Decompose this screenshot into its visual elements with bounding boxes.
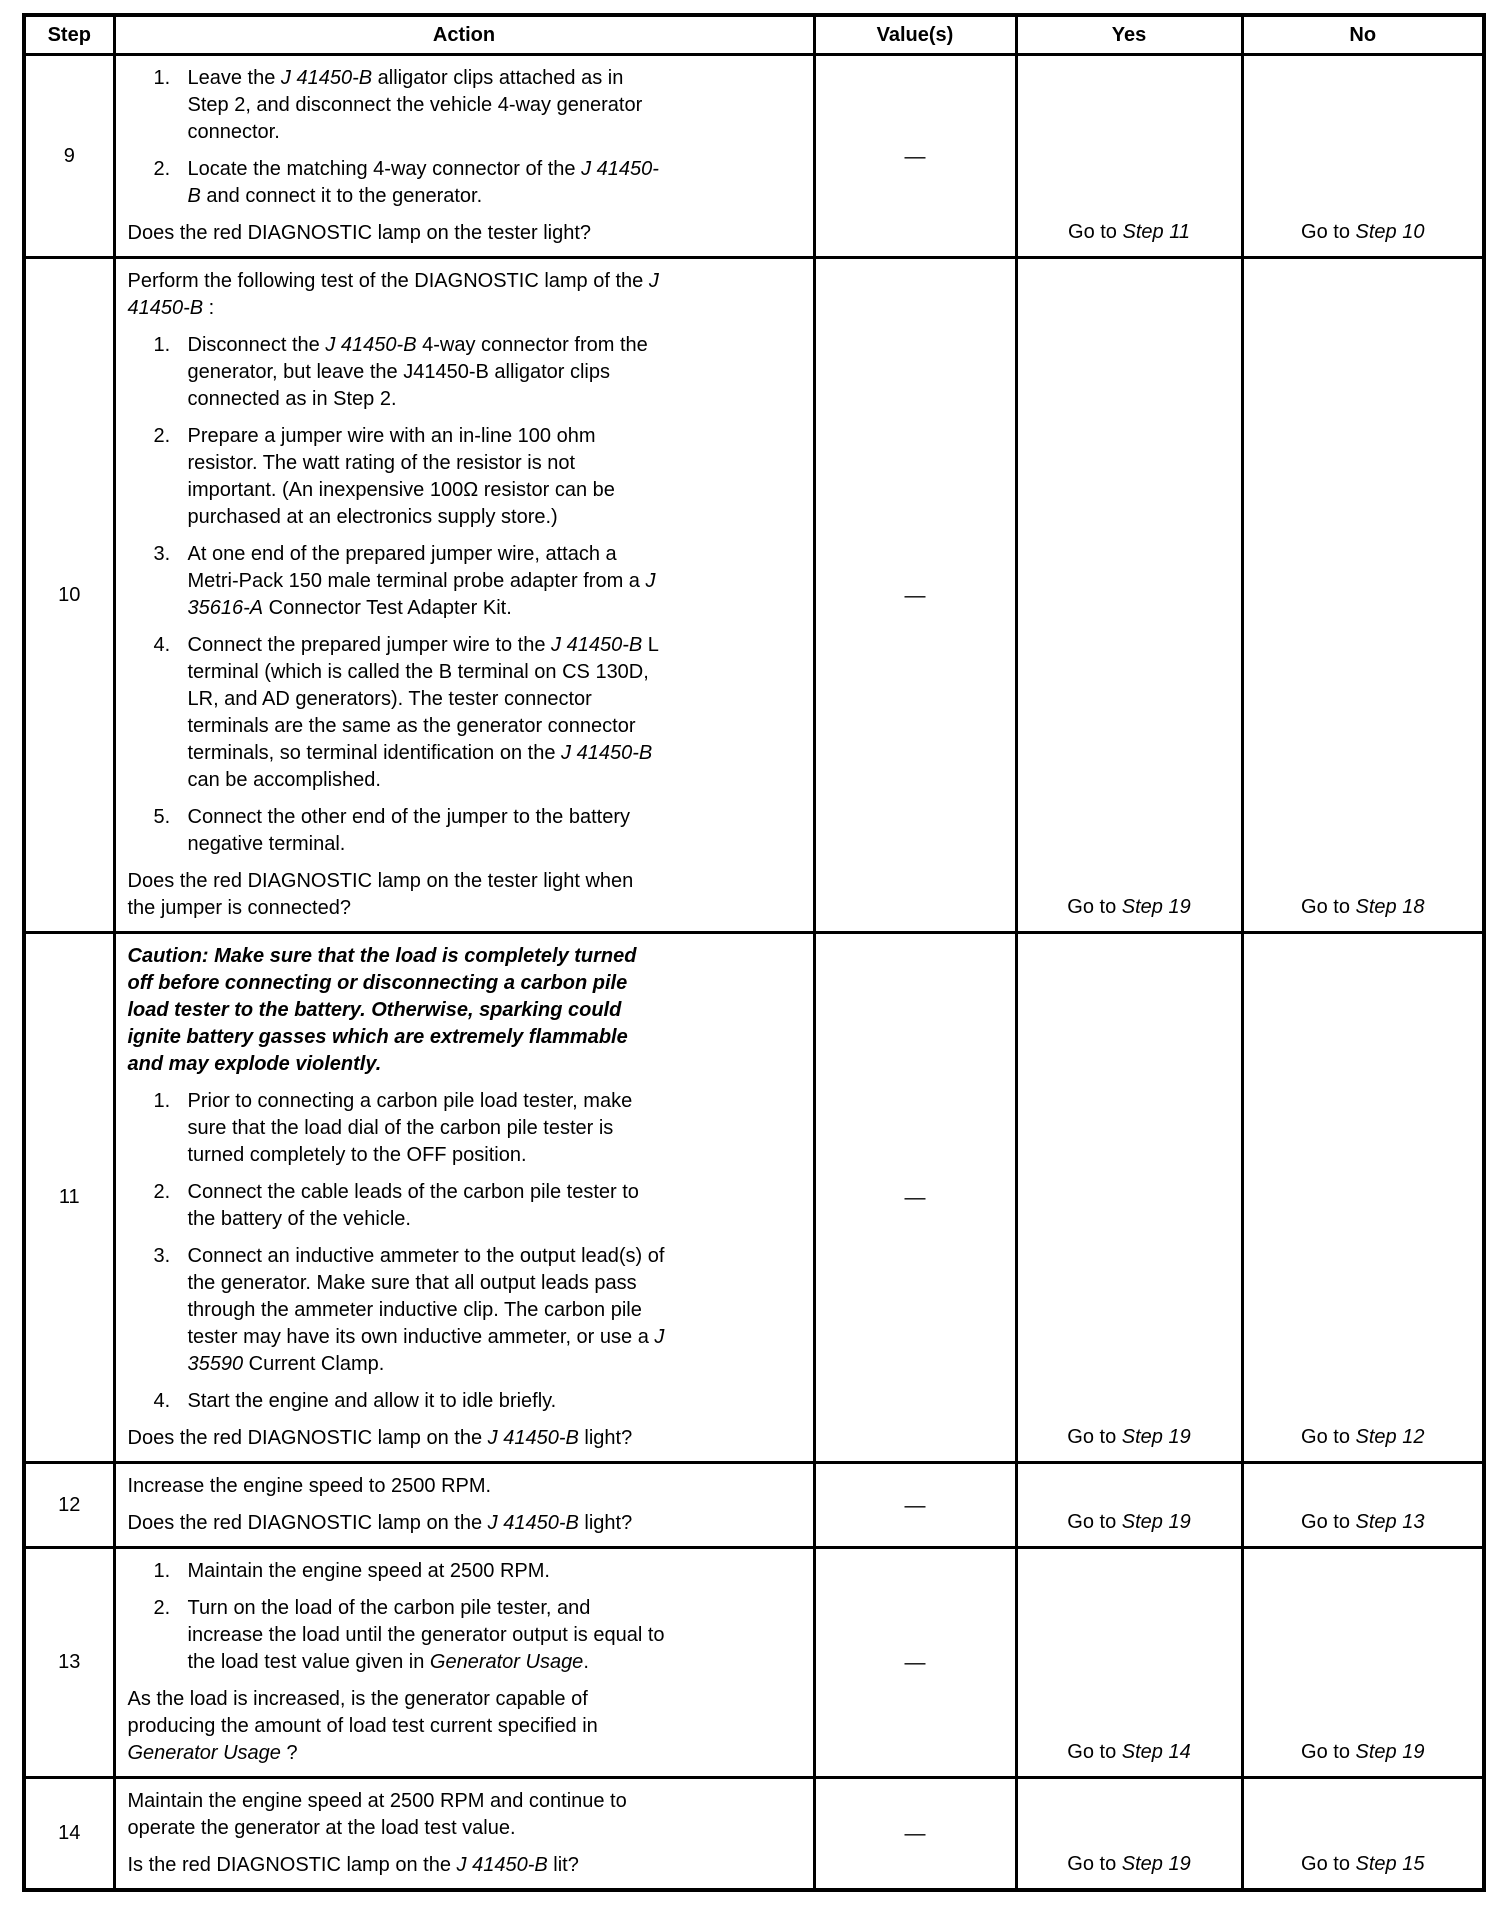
goto-text: Go to Step 19	[1067, 1426, 1191, 1448]
step-number: 9	[24, 55, 114, 258]
question-text: As the load is increased, is the generator capable of producing the amount of load test current specified in Generator Usage ?	[127, 1688, 598, 1764]
action-cell	[114, 258, 814, 933]
col-header-values: Value(s)	[814, 15, 1016, 55]
goto-text: Go to Step 11	[1068, 221, 1190, 243]
intro-text: Increase the engine speed to 2500 RPM.	[127, 1475, 492, 1497]
item-text: Connect the cable leads of the carbon pile tester to the battery of the vehicle.	[187, 1181, 639, 1230]
table-row	[24, 258, 1484, 933]
list-item	[154, 65, 665, 146]
item-text: Connect the other end of the jumper to the battery negative terminal.	[187, 806, 630, 855]
action-cell	[114, 1463, 814, 1548]
list-item	[154, 1088, 665, 1169]
col-header-no: No	[1242, 15, 1484, 55]
no-cell	[1242, 933, 1484, 1463]
yes-cell	[1016, 258, 1242, 933]
yes-cell	[1016, 1778, 1242, 1891]
item-text: At one end of the prepared jumper wire, attach a Metri-Pack 150 male terminal probe adapter from a J 35616-A Connector Test Adapter Kit.	[187, 543, 656, 619]
goto-text: Go to Step 18	[1301, 896, 1425, 918]
item-number: 5.	[153, 806, 171, 828]
value-cell: —	[814, 1778, 1016, 1891]
no-cell	[1242, 258, 1484, 933]
table-row	[24, 55, 1484, 258]
goto-text: Go to Step 13	[1301, 1511, 1425, 1533]
no-cell	[1242, 55, 1484, 258]
item-text: Maintain the engine speed at 2500 RPM.	[187, 1560, 550, 1582]
goto-text: Go to Step 12	[1301, 1426, 1425, 1448]
item-number: 1.	[153, 1090, 171, 1112]
question-text: Does the red DIAGNOSTIC lamp on the J 41450-B light?	[127, 1512, 633, 1534]
item-number: 2.	[153, 1181, 171, 1203]
item-text: Prepare a jumper wire with an in-line 100 ohm resistor. The watt rating of the resistor is not important. (An inexpensive 100Ω resistor can be purchased at an electronics supply store.)	[187, 425, 615, 528]
no-cell	[1242, 1778, 1484, 1891]
action-cell	[114, 55, 814, 258]
col-header-yes: Yes	[1016, 15, 1242, 55]
value-cell: —	[814, 1548, 1016, 1778]
no-cell	[1242, 1548, 1484, 1778]
table-row	[24, 933, 1484, 1463]
caution-text: Caution: Make sure that the load is completely turned off before connecting or disconnecting a carbon pile load tester to the battery. Otherwise, sparking could ignite battery gasses which are extremely flammable and may explode violently.	[127, 945, 637, 1075]
table-row	[24, 1463, 1484, 1548]
header-row	[24, 15, 1484, 55]
list-item	[154, 632, 665, 794]
item-number: 1.	[153, 334, 171, 356]
item-text: Prior to connecting a carbon pile load tester, make sure that the load dial of the carbon pile tester is turned completely to the OFF position.	[187, 1090, 633, 1166]
goto-text: Go to Step 15	[1301, 1853, 1425, 1875]
action-cell	[114, 1548, 814, 1778]
yes-cell	[1016, 55, 1242, 258]
list-item	[154, 156, 665, 210]
list-item	[154, 804, 665, 858]
item-text: Disconnect the J 41450-B 4-way connector from the generator, but leave the J41450-B alligator clips connected as in Step 2.	[187, 334, 648, 410]
value-cell: —	[814, 55, 1016, 258]
list-item	[154, 423, 665, 531]
item-text: Connect an inductive ammeter to the output lead(s) of the generator. Make sure that all output leads pass through the ammeter inductive clip. The carbon pile tester may have its own inductive ammeter, or use a J 35590 Current Clamp.	[187, 1245, 665, 1375]
table-row	[24, 1778, 1484, 1891]
item-text: Start the engine and allow it to idle briefly.	[187, 1390, 557, 1412]
intro-text: Maintain the engine speed at 2500 RPM and continue to operate the generator at the load test value.	[127, 1790, 627, 1839]
item-number: 4.	[153, 1390, 171, 1412]
list-item	[154, 1558, 665, 1585]
item-number: 3.	[153, 1245, 171, 1267]
list-item	[154, 1595, 665, 1676]
goto-text: Go to Step 19	[1067, 1511, 1191, 1533]
item-number: 3.	[153, 543, 171, 565]
action-cell	[114, 933, 814, 1463]
item-number: 2.	[153, 1597, 171, 1619]
item-text: Locate the matching 4-way connector of the J 41450-B and connect it to the generator.	[187, 158, 659, 207]
col-header-step: Step	[24, 15, 114, 55]
step-number: 11	[24, 933, 114, 1463]
action-cell	[114, 1778, 814, 1891]
goto-text: Go to Step 19	[1067, 896, 1191, 918]
diagnostic-table	[22, 13, 1486, 1892]
item-text: Connect the prepared jumper wire to the J 41450-B L terminal (which is called the B terminal on CS 130D, LR, and AD generators). The tester connector terminals are the same as the generator connector terminals, so terminal identification on the J 41450-B can be accomplished.	[187, 634, 659, 791]
list-item	[154, 1243, 665, 1378]
intro-text: Perform the following test of the DIAGNOSTIC lamp of the J 41450-B :	[127, 270, 659, 319]
step-number: 12	[24, 1463, 114, 1548]
question-text: Is the red DIAGNOSTIC lamp on the J 41450-B lit?	[127, 1854, 579, 1876]
list-item	[154, 1179, 665, 1233]
item-number: 1.	[153, 1560, 171, 1582]
question-text: Does the red DIAGNOSTIC lamp on the J 41450-B light?	[127, 1427, 633, 1449]
value-cell: —	[814, 258, 1016, 933]
goto-text: Go to Step 10	[1301, 221, 1425, 243]
value-cell: —	[814, 1463, 1016, 1548]
col-header-action: Action	[114, 15, 814, 55]
list-item	[154, 332, 665, 413]
list-item	[154, 541, 665, 622]
question-text: Does the red DIAGNOSTIC lamp on the tester light when the jumper is connected?	[127, 870, 634, 919]
item-number: 2.	[153, 158, 171, 180]
step-number: 10	[24, 258, 114, 933]
step-number: 14	[24, 1778, 114, 1891]
yes-cell	[1016, 933, 1242, 1463]
item-number: 2.	[153, 425, 171, 447]
goto-text: Go to Step 19	[1301, 1741, 1425, 1763]
item-number: 1.	[153, 67, 171, 89]
step-number: 13	[24, 1548, 114, 1778]
yes-cell	[1016, 1548, 1242, 1778]
item-number: 4.	[153, 634, 171, 656]
list-item	[154, 1388, 665, 1415]
item-text: Leave the J 41450-B alligator clips attached as in Step 2, and disconnect the vehicle 4-way generator connector.	[187, 67, 643, 143]
item-text: Turn on the load of the carbon pile tester, and increase the load until the generator output is equal to the load test value given in Generator Usage.	[187, 1597, 665, 1673]
question-text: Does the red DIAGNOSTIC lamp on the tester light?	[127, 222, 592, 244]
table-row	[24, 1548, 1484, 1778]
goto-text: Go to Step 19	[1067, 1853, 1191, 1875]
value-cell: —	[814, 933, 1016, 1463]
goto-text: Go to Step 14	[1067, 1741, 1191, 1763]
no-cell	[1242, 1463, 1484, 1548]
yes-cell	[1016, 1463, 1242, 1548]
